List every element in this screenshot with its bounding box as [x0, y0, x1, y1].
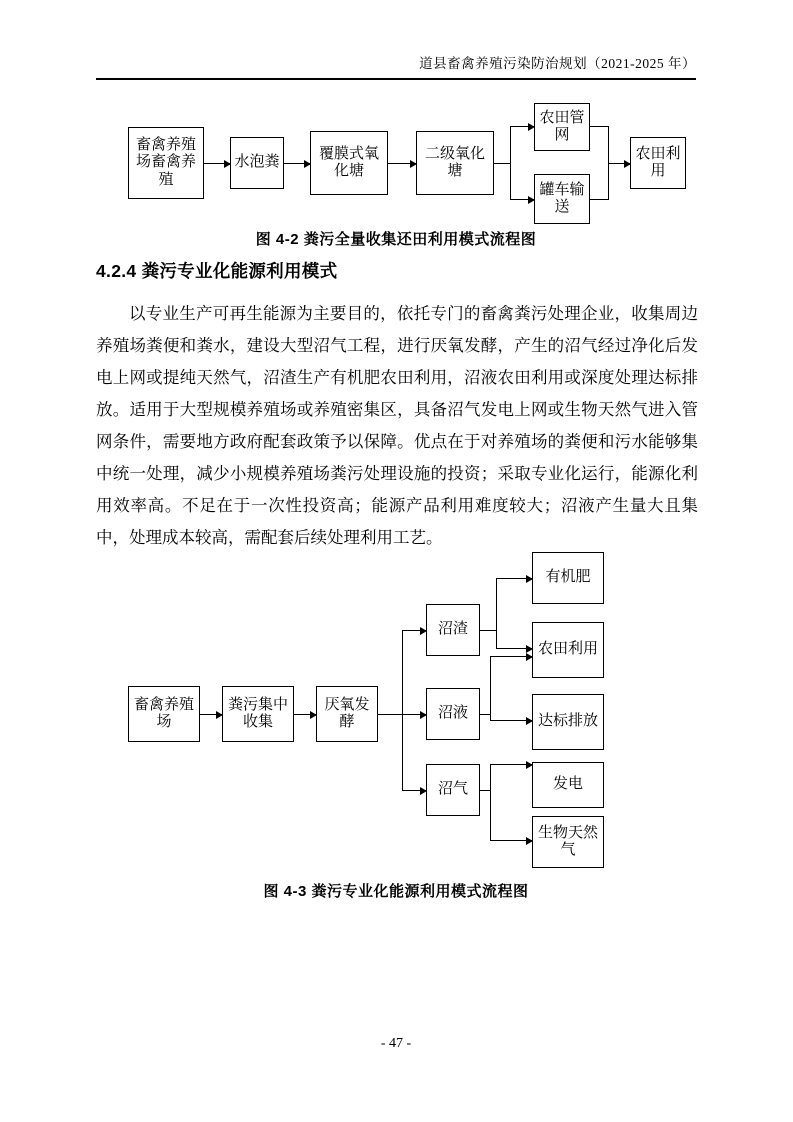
section-heading-4-2-4: 4.2.4 粪污专业化能源利用模式 — [96, 261, 338, 281]
figure-4-2-caption: 图 4-2 粪污全量收集还田利用模式流程图 — [255, 231, 537, 248]
header-divider — [96, 78, 696, 80]
arrow-m3-m4 — [402, 630, 426, 631]
branch-vert-n4 — [510, 126, 511, 200]
arrow-n2-n3 — [284, 163, 310, 164]
branch-stem-m5 — [480, 714, 490, 715]
arrow-m2-m3 — [294, 714, 316, 715]
arrow-m6-m10 — [490, 764, 532, 765]
branch-stem-n4 — [494, 163, 510, 164]
arrow-m6-m11 — [490, 840, 532, 841]
flow-node-membrane-pond: 覆膜式氧化塘 — [310, 131, 388, 195]
flow-node-bio-natural-gas: 生物天然气 — [532, 816, 604, 868]
flow-node-organic-fertilizer: 有机肥 — [532, 552, 604, 604]
flow-node-central-collection: 粪污集中收集 — [222, 686, 294, 742]
page-number: - 47 - — [380, 1036, 412, 1051]
page-header: 道县畜禽养殖污染防治规划（2021-2025 年） — [419, 56, 696, 71]
flow-node-biogas-slurry: 沼液 — [426, 688, 480, 740]
arrow-m1-m2 — [200, 714, 222, 715]
flow-node-compliant-discharge: 达标排放 — [532, 694, 604, 750]
arrow-n4-n6 — [510, 199, 534, 200]
flow-node-biogas: 沼气 — [426, 764, 480, 816]
arrow-merge-n7 — [608, 163, 630, 164]
flow-node-farmland-pipeline: 农田管网 — [534, 103, 590, 151]
body-paragraph: 以专业生产可再生能源为主要目的，依托专门的畜禽粪污处理企业，收集周边养殖场粪便和粪水，建设大型沼气工程，进行厌氧发酵，产生的沼气经过净化后发电上网或提纯天然气，沼渣生产有机肥农田利用，沼液农田利用或深度处理达标排放。适用于大型规模养殖场或养殖密集区，具备沼气发电上网或生物天然气进入管网条件，需要地方政府配套政策予以保障。优点在于对养殖场的粪便和污水能够集中统一处理，减少小规模养殖场粪污处理设施的投资；采取专业化运行，能源化利用效率高。不足在于一次性投资高；能源产品利用难度较大；沼液产生量大且集中，处理成本较高，需配套后续处理利用工艺。 — [96, 304, 698, 547]
arrow-m3-m5 — [402, 714, 426, 715]
merge-line-n5 — [590, 126, 608, 127]
arrow-m4-m7 — [496, 578, 532, 579]
flow-node-farm: 畜禽养殖场 — [128, 686, 200, 742]
flow-node-biogas-residue: 沼渣 — [426, 604, 480, 656]
flow-node-livestock-farm: 畜禽养殖场畜禽养殖 — [128, 127, 204, 199]
figure-4-2-diagram — [96, 104, 696, 222]
flow-node-secondary-pond: 二级氧化塘 — [416, 131, 494, 195]
flow-node-tanker-transport: 罐车输送 — [534, 174, 590, 224]
figure-4-3-diagram — [96, 540, 696, 870]
merge-line-n6 — [590, 199, 608, 200]
branch-stem-m4 — [480, 630, 496, 631]
flow-node-farmland-use: 农田利用 — [630, 137, 686, 189]
arrow-m3-m6 — [402, 790, 426, 791]
branch-stem-m6 — [480, 790, 490, 791]
arrow-m5-m9 — [490, 720, 532, 721]
branch-vert-m6 — [490, 764, 491, 840]
branch-vert-m3 — [402, 630, 403, 790]
arrow-n1-n2 — [204, 163, 230, 164]
figure-4-3-caption: 图 4-3 粪污专业化能源利用模式流程图 — [263, 883, 529, 900]
flow-node-farmland-utilization: 农田利用 — [532, 622, 604, 678]
flow-node-power-generation: 发电 — [532, 762, 604, 808]
arrow-n4-n5 — [510, 126, 534, 127]
branch-vert-m4 — [496, 578, 497, 648]
branch-stem-m3 — [378, 714, 402, 715]
flow-node-water-flush: 水泡粪 — [230, 137, 284, 189]
branch-vert-m5 — [490, 656, 491, 720]
arrow-m5-m8 — [490, 656, 532, 657]
flow-node-anaerobic-digestion: 厌氧发酵 — [316, 686, 378, 742]
arrow-n3-n4 — [388, 163, 416, 164]
arrow-m4-m8 — [496, 648, 532, 649]
